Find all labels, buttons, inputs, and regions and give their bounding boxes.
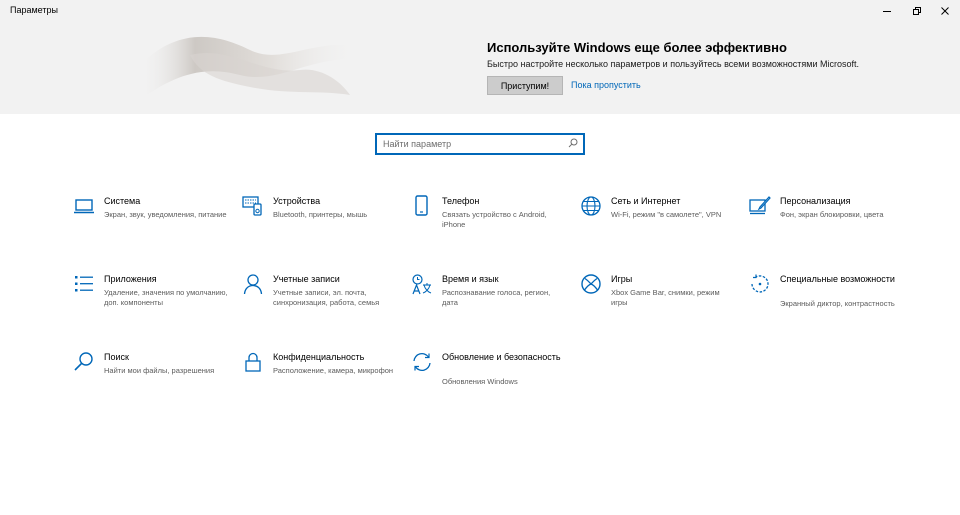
tile-description: Wi-Fi, режим "в самолете", VPN <box>611 210 722 219</box>
tile-description: Учетные записи, эл. почта, синхронизация, работа, семья <box>273 288 380 307</box>
tile-description: Найти мои файлы, разрешения <box>104 366 215 375</box>
globe-icon <box>580 195 602 217</box>
tile-title: Специальные возможности <box>780 274 895 284</box>
window-title: Параметры <box>10 5 58 15</box>
tile-title: Поиск <box>104 352 129 362</box>
tile-title: Учетные записи <box>273 274 340 284</box>
banner-image <box>130 25 370 107</box>
tile-title: Время и язык <box>442 274 499 284</box>
search-input[interactable] <box>383 137 563 151</box>
tile-title: Устройства <box>273 196 321 206</box>
tile-description: Xbox Game Bar, снимки, режим игры <box>611 288 720 307</box>
tile-description: Экран, звук, уведомления, питание <box>104 210 227 219</box>
tile-title: Конфиденциальность <box>273 352 365 362</box>
apps-list-icon <box>73 273 95 295</box>
tile-description: Bluetooth, принтеры, мышь <box>273 210 368 219</box>
tile-title: Сеть и Интернет <box>611 196 681 206</box>
tile-description: Удаление, значения по умолчанию, доп. компоненты <box>104 288 228 307</box>
banner-subtitle: Быстро настройте несколько параметров и пользуйтесь всеми возможностями Microsoft. <box>487 59 860 69</box>
time-language-icon <box>411 273 433 295</box>
person-icon <box>242 273 264 295</box>
tile-description: Экранный диктор, контрастность <box>780 299 895 308</box>
devices-icon <box>242 195 264 217</box>
laptop-icon <box>73 195 95 217</box>
close-button[interactable] <box>930 0 960 22</box>
search-icon[interactable] <box>568 138 578 148</box>
search-box[interactable] <box>375 133 585 155</box>
tile-title: Телефон <box>442 196 480 206</box>
tile-description: Связать устройство с Android, iPhone <box>442 210 547 229</box>
ease-of-access-icon <box>749 273 771 295</box>
tile-description: Обновления Windows <box>442 377 518 386</box>
tile-title: Персонализация <box>780 196 851 206</box>
restore-icon <box>912 6 922 16</box>
tile-title: Обновление и безопасность <box>442 352 561 362</box>
welcome-banner <box>0 22 960 114</box>
tile-title: Система <box>104 196 141 206</box>
tile-title: Игры <box>611 274 633 284</box>
personalization-icon <box>749 195 771 217</box>
restore-button[interactable] <box>902 0 932 22</box>
minimize-icon <box>882 6 892 16</box>
banner-title: Используйте Windows еще более эффективно <box>487 40 787 55</box>
minimize-button[interactable] <box>872 0 902 22</box>
tile-description: Распознавание голоса, регион, дата <box>442 288 551 307</box>
tile-description: Фон, экран блокировки, цвета <box>780 210 884 219</box>
lock-icon <box>242 351 264 373</box>
skip-link[interactable]: Пока пропустить <box>571 80 641 90</box>
title-bar <box>0 0 960 22</box>
tile-title: Приложения <box>104 274 157 284</box>
xbox-icon <box>580 273 602 295</box>
phone-icon <box>411 195 433 217</box>
tile-description: Расположение, камера, микрофон <box>273 366 394 375</box>
update-icon <box>411 351 433 373</box>
search-icon <box>73 351 95 373</box>
get-started-button[interactable]: Приступим! <box>487 76 563 95</box>
close-icon <box>940 6 950 16</box>
